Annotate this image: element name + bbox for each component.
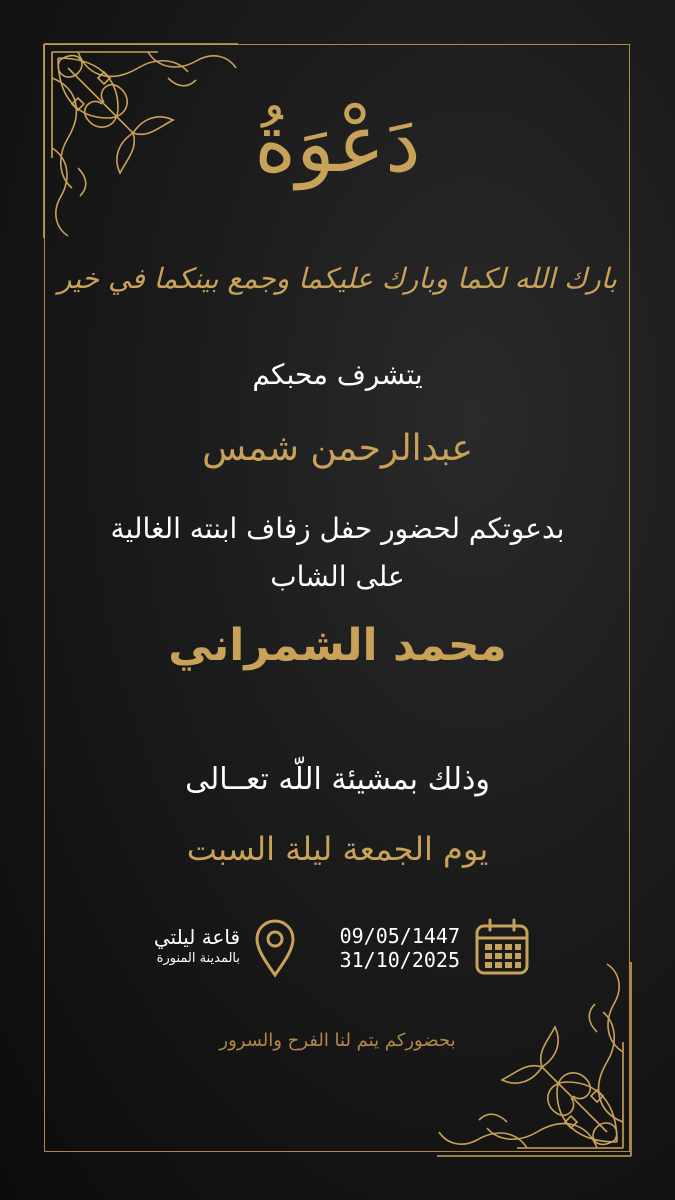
venue-city: بالمدينة المنورة [156, 951, 240, 966]
host-name: عبدالرحمن شمس [202, 428, 473, 469]
host-intro-text: يتشرف محبكم [252, 358, 423, 391]
event-day: يوم الجمعة ليلة السبت [186, 830, 489, 868]
venue [130, 925, 240, 967]
footer-text: بحضوركم يتم لنا الفرح والسرور [219, 1030, 456, 1051]
event-dates [308, 924, 460, 972]
invitation-title: دَعْوَةُ [254, 97, 421, 190]
date-hijri: 09/05/1447 [339, 924, 460, 948]
location-pin-icon [254, 918, 296, 978]
blessing-calligraphy: بارك الله لكما وبارك عليكما وجمع بينكما في خير [57, 262, 618, 295]
groom-name: محمد الشمراني [168, 620, 507, 671]
date-gregorian: 31/10/2025 [339, 948, 460, 972]
venue-name: قاعة ليلتي [153, 925, 240, 949]
invitation-line-2: على الشاب [270, 560, 405, 593]
calendar-icon [474, 918, 530, 976]
god-willing-text: وذلك بمشيئة اللّه تعــالى [185, 762, 490, 797]
invitation-line-1: بدعوتكم لحضور حفل زفاف ابنته الغالية [110, 512, 565, 545]
